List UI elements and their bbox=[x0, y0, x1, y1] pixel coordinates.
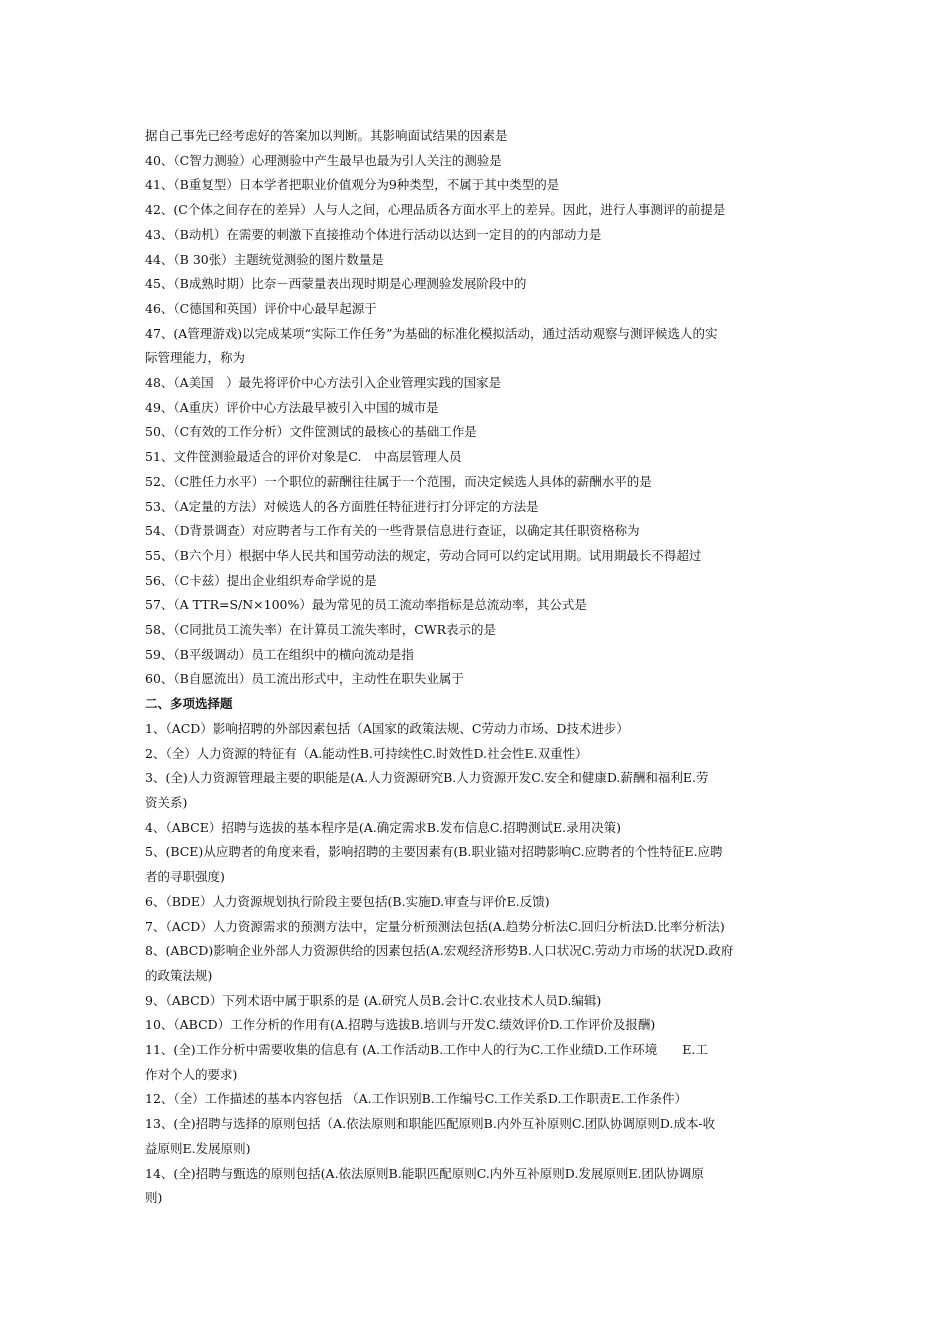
multi-question-11-cont: 作对个人的要求) bbox=[145, 1066, 238, 1082]
question-56: 56、（C卡兹）提出企业组织寿命学说的是 bbox=[145, 572, 377, 588]
multi-question-14-cont: 则) bbox=[145, 1190, 163, 1206]
question-47-cont: 际管理能力，称为 bbox=[145, 350, 246, 366]
question-60: 60、（B自愿流出）员工流出形式中，主动性在职失业属于 bbox=[145, 671, 464, 687]
question-40: 40、（C智力测验）心理测验中产生最早也最为引人关注的测验是 bbox=[145, 152, 502, 168]
multi-question-3-cont: 资关系) bbox=[145, 794, 188, 810]
question-41: 41、（B重复型）日本学者把职业价值观分为9种类型，不属于其中类型的是 bbox=[145, 177, 560, 193]
question-49: 49、（A重庆）评价中心方法最早被引入中国的城市是 bbox=[145, 399, 439, 415]
multi-question-11: 11、(全)工作分析中需要收集的信息有 (A.工作活动B.工作中人的行为C.工作业绩D.工作环境 E.工 bbox=[145, 1042, 708, 1058]
multi-question-14: 14、(全)招聘与甄选的原则包括(A.依法原则B.能职匹配原则C.内外互补原则D.发展原则E.团队协调原 bbox=[145, 1165, 704, 1181]
multi-question-6: 6、（BDE）人力资源规划执行阶段主要包括(B.实施D.审查与评价E.反馈) bbox=[145, 893, 550, 909]
question-42: 42、(C个体之间存在的差异）人与人之间，心理品质各方面水平上的差异。因此，进行人事测评的前提是 bbox=[145, 202, 726, 218]
text-line: 据自己事先已经考虑好的答案加以判断。其影响面试结果的因素是 bbox=[145, 128, 508, 143]
question-51: 51、文件筐测验最适合的评价对象是C. 中高层管理人员 bbox=[145, 449, 462, 465]
question-59: 59、（B平级调动）员工在组织中的横向流动是指 bbox=[145, 646, 414, 662]
multi-question-1: 1、（ACD）影响招聘的外部因素包括（A国家的政策法规、C劳动力市场、D技术进步） bbox=[145, 720, 629, 736]
multi-question-9: 9、（ABCD）下列术语中属于职系的是 (A.研究人员B.会计C.农业技术人员D.编辑) bbox=[145, 992, 602, 1008]
question-44: 44、（B 30张）主题统觉测验的图片数量是 bbox=[145, 251, 384, 267]
question-53: 53、（A定量的方法）对候选人的各方面胜任特征进行打分评定的方法是 bbox=[145, 498, 539, 514]
question-52: 52、（C胜任力水平）一个职位的薪酬往往属于一个范围，而决定候选人具体的薪酬水平的是 bbox=[145, 473, 652, 489]
question-48: 48、（A美国 ）最先将评价中心方法引入企业管理实践的国家是 bbox=[145, 375, 502, 391]
question-46: 46、（C德国和英国）评价中心最早起源于 bbox=[145, 300, 377, 316]
multi-question-13: 13、(全)招聘与选择的原则包括（A.依法原则和职能匹配原则B.内外互补原则C.团队协调原则D.成本-收 bbox=[145, 1116, 716, 1132]
multi-question-12: 12、（全）工作描述的基本内容包括 （A.工作识别B.工作编号C.工作关系D.工作职责E.工作条件） bbox=[145, 1091, 688, 1107]
multi-question-10: 10、（ABCD）工作分析的作用有(A.招聘与选拔B.培训与开发C.绩效评价D.工作评价及报酬) bbox=[145, 1017, 656, 1033]
multi-question-7: 7、（ACD）人力资源需求的预测方法中，定量分析预测法包括(A.趋势分析法C.回归分析法D.比率分析法) bbox=[145, 918, 725, 934]
question-55: 55、（B六个月）根据中华人民共和国劳动法的规定，劳动合同可以约定试用期。试用期最长不得超过 bbox=[145, 547, 702, 563]
question-54: 54、（D背景调查）对应聘者与工作有关的一些背景信息进行查证，以确定其任职资格称为 bbox=[145, 523, 640, 539]
question-57: 57、（A TTR=S/N×100%）最为常见的员工流动率指标是总流动率，其公式是 bbox=[145, 597, 587, 613]
section-heading: 二、多项选择题 bbox=[145, 696, 233, 712]
question-50: 50、（C有效的工作分析）文件筐测试的最核心的基础工作是 bbox=[145, 424, 477, 440]
multi-question-5-cont: 者的寻职强度) bbox=[145, 869, 225, 885]
multi-question-4: 4、（ABCE）招聘与选拔的基本程序是(A.确定需求B.发布信息C.招聘测试E.录用决策) bbox=[145, 819, 621, 835]
question-45: 45、（B成熟时期）比奈－西蒙量表出现时期是心理测验发展阶段中的 bbox=[145, 276, 527, 292]
multi-question-8: 8、(ABCD)影响企业外部人力资源供给的因素包括(A.宏观经济形势B.人口状况C.劳动力市场的状况D.政府 bbox=[145, 943, 734, 959]
multi-question-8-cont: 的政策法规) bbox=[145, 967, 213, 983]
multi-question-3: 3、(全)人力资源管理最主要的职能是(A.人力资源研究B.人力资源开发C.安全和健康D.薪酬和福利E.劳 bbox=[145, 770, 709, 786]
multi-question-13-cont: 益原则E.发展原则) bbox=[145, 1140, 251, 1156]
multi-question-2: 2、（全）人力资源的特征有（A.能动性B.可持续性C.时效性D.社会性E.双重性） bbox=[145, 745, 588, 761]
question-58: 58、（C同批员工流失率）在计算员工流失率时，CWR表示的是 bbox=[145, 622, 497, 638]
question-43: 43、（B动机）在需要的刺激下直接推动个体进行活动以达到一定目的的内部动力是 bbox=[145, 226, 602, 242]
question-47: 47、(A管理游戏)以完成某项“实际工作任务”为基础的标准化模拟活动，通过活动观察与测评候选人的实 bbox=[145, 325, 718, 341]
multi-question-5: 5、(BCE)从应聘者的角度来看，影响招聘的主要因素有(B.职业锚对招聘影响C.应聘者的个性特征E.应聘 bbox=[145, 844, 723, 860]
document-page bbox=[145, 124, 813, 1211]
